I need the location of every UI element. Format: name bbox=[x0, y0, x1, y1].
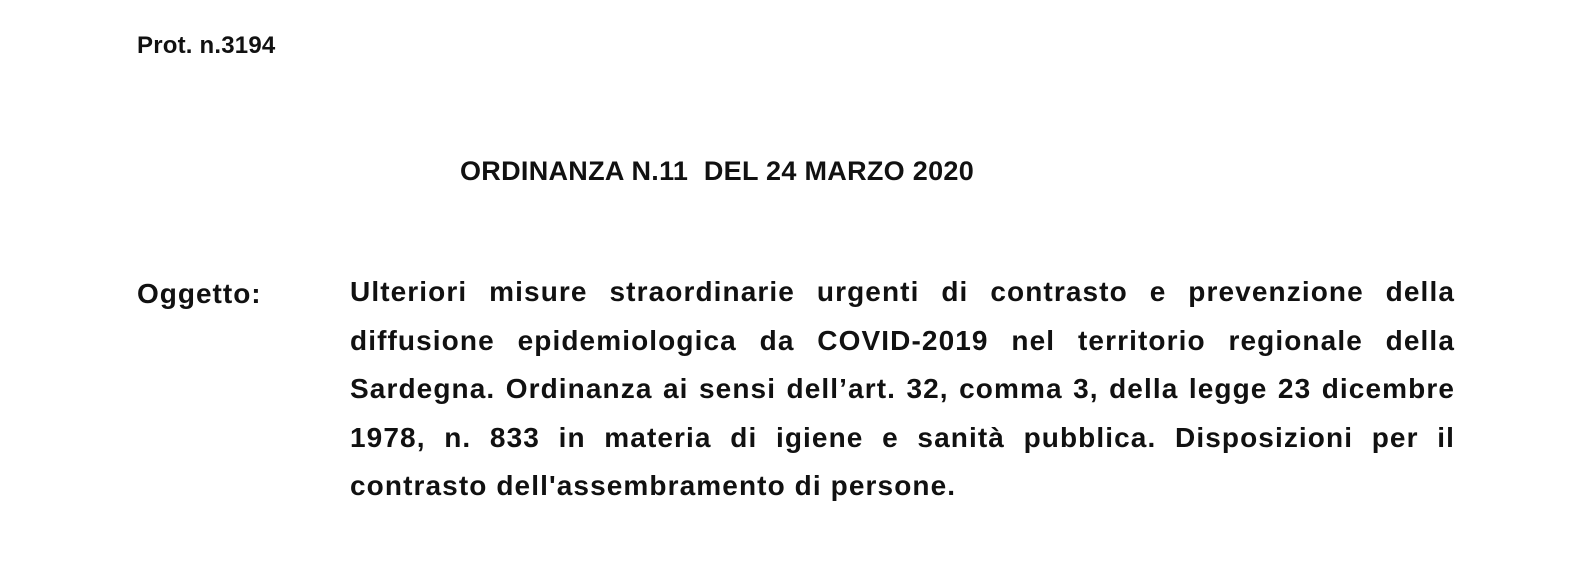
protocol-number: Prot. n.3194 bbox=[137, 32, 276, 59]
subject-label: Oggetto: bbox=[137, 278, 262, 309]
subject-text: Ulteriori misure straordinarie urgenti di contrasto e prevenzione della diffusione epidemiologica da COVID-2019 nel territorio regionale della Sardegna. Ordinanza ai sensi dell’art. 32, comma 3, della legge 23 dicembre 1978, n. 833 in materia di igiene e sanità pubblica. Disposizioni per il contrasto dell'assembramento di persone. bbox=[350, 276, 1455, 501]
ordinance-title: ORDINANZA N.11 DEL 24 MARZO 2020 bbox=[460, 156, 975, 186]
